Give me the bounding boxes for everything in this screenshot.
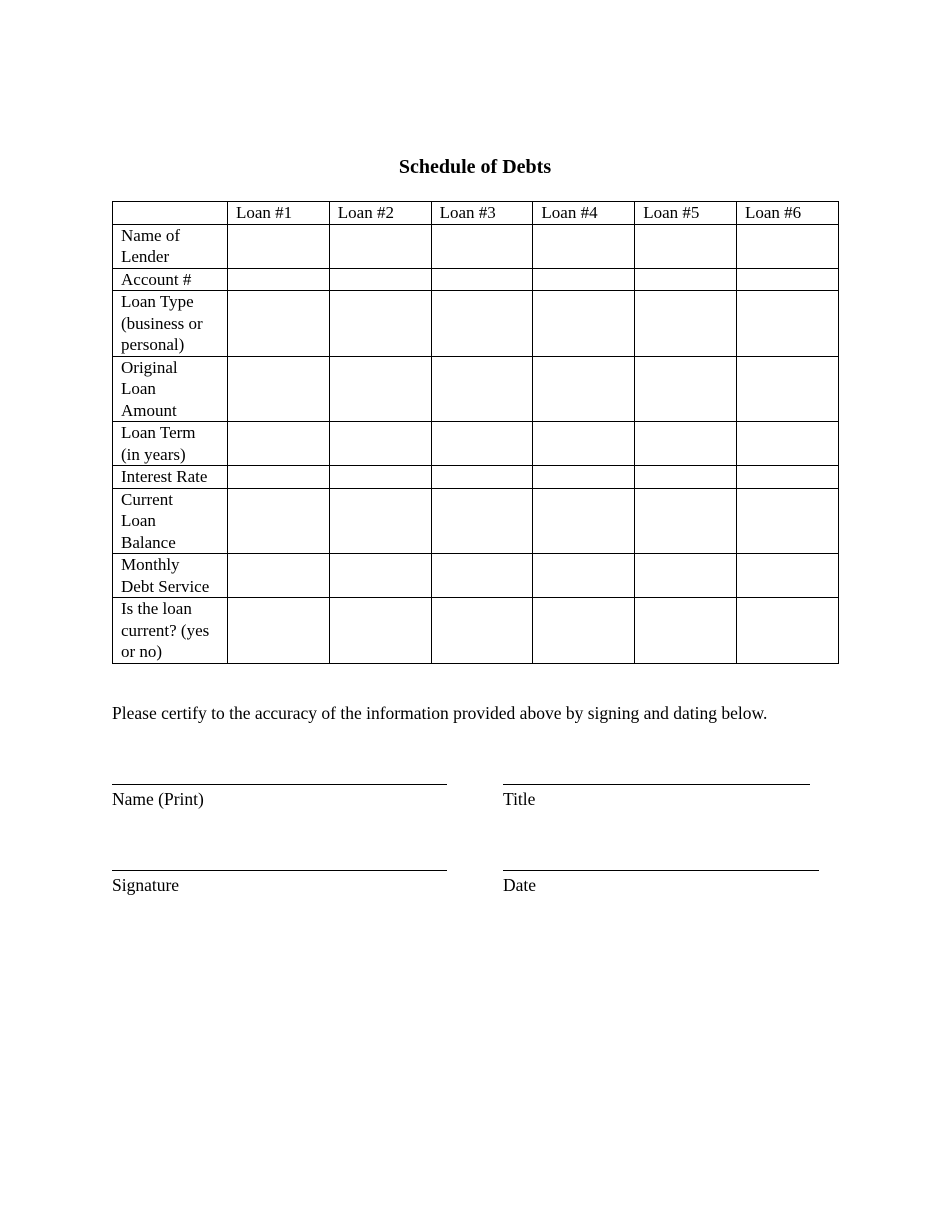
table-cell[interactable]	[329, 554, 431, 598]
table-cell[interactable]	[635, 466, 737, 489]
table-cell[interactable]	[431, 554, 533, 598]
table-cell[interactable]	[533, 422, 635, 466]
table-header-row	[113, 202, 839, 225]
table-cell[interactable]	[736, 554, 838, 598]
table-cell[interactable]	[431, 598, 533, 664]
name-print-label: Name (Print)	[112, 789, 204, 809]
table-cell[interactable]	[431, 224, 533, 268]
table-cell[interactable]	[431, 268, 533, 291]
table-cell[interactable]	[533, 466, 635, 489]
table-row	[113, 422, 839, 466]
table-cell[interactable]	[228, 224, 330, 268]
page-title: Schedule of Debts	[398, 156, 552, 178]
table-cell[interactable]	[736, 356, 838, 422]
table-cell[interactable]	[635, 554, 737, 598]
table-cell[interactable]	[533, 268, 635, 291]
certification-statement: Please certify to the accuracy of the information provided above by signing and dating below.	[112, 703, 768, 723]
table-cell[interactable]	[431, 291, 533, 357]
table-cell[interactable]	[329, 598, 431, 664]
table-cell[interactable]	[635, 268, 737, 291]
table-cell[interactable]	[635, 224, 737, 268]
table-cell[interactable]	[431, 466, 533, 489]
table-cell[interactable]	[533, 224, 635, 268]
row-label: Interest Rate	[113, 466, 228, 489]
signature-label: Signature	[112, 875, 180, 895]
table-cell[interactable]	[736, 422, 838, 466]
table-header-cell: Loan #6	[736, 202, 838, 225]
row-label: Account #	[113, 268, 228, 291]
signature-line[interactable]	[112, 870, 447, 871]
table-cell[interactable]	[228, 598, 330, 664]
table-row	[113, 356, 839, 422]
table-cell[interactable]	[736, 598, 838, 664]
title-label: Title	[503, 789, 536, 809]
table-cell[interactable]	[533, 554, 635, 598]
table-row	[113, 224, 839, 268]
table-cell[interactable]	[431, 422, 533, 466]
table-cell[interactable]	[228, 554, 330, 598]
table-cell[interactable]	[736, 224, 838, 268]
row-label: Is the loan current? (yes or no)	[113, 598, 228, 664]
table-row	[113, 291, 839, 357]
table-cell[interactable]	[228, 268, 330, 291]
debts-table	[112, 201, 839, 664]
table-cell[interactable]	[329, 224, 431, 268]
table-cell[interactable]	[228, 291, 330, 357]
table-cell[interactable]	[228, 356, 330, 422]
table-header-cell: Loan #1	[228, 202, 330, 225]
table-header-cell: Loan #5	[635, 202, 737, 225]
table-cell[interactable]	[736, 268, 838, 291]
title-line[interactable]	[503, 784, 810, 785]
table-row	[113, 554, 839, 598]
table-cell[interactable]	[228, 422, 330, 466]
table-cell[interactable]	[533, 598, 635, 664]
table-cell[interactable]	[533, 291, 635, 357]
table-row	[113, 268, 839, 291]
table-cell[interactable]	[329, 291, 431, 357]
table-header-cell: Loan #3	[431, 202, 533, 225]
table-row	[113, 488, 839, 554]
table-cell[interactable]	[533, 488, 635, 554]
row-label: Loan Type (business or personal)	[113, 291, 228, 357]
row-label: Current Loan Balance	[113, 488, 228, 554]
table-cell[interactable]	[431, 356, 533, 422]
table-cell[interactable]	[533, 356, 635, 422]
table-cell[interactable]	[228, 466, 330, 489]
row-label: Monthly Debt Service	[113, 554, 228, 598]
table-header-cell	[113, 202, 228, 225]
table-cell[interactable]	[431, 488, 533, 554]
name-print-line[interactable]	[112, 784, 447, 785]
table-cell[interactable]	[635, 291, 737, 357]
table-row	[113, 598, 839, 664]
table-cell[interactable]	[635, 422, 737, 466]
table-cell[interactable]	[635, 598, 737, 664]
table-cell[interactable]	[329, 466, 431, 489]
date-line[interactable]	[503, 870, 819, 871]
row-label: Name of Lender	[113, 224, 228, 268]
table-cell[interactable]	[736, 466, 838, 489]
table-cell[interactable]	[329, 268, 431, 291]
table-cell[interactable]	[736, 488, 838, 554]
row-label: Original Loan Amount	[113, 356, 228, 422]
date-label: Date	[503, 875, 537, 895]
table-cell[interactable]	[635, 488, 737, 554]
table-cell[interactable]	[635, 356, 737, 422]
row-label: Loan Term (in years)	[113, 422, 228, 466]
table-header-cell: Loan #4	[533, 202, 635, 225]
table-cell[interactable]	[329, 356, 431, 422]
table-cell[interactable]	[228, 488, 330, 554]
table-cell[interactable]	[329, 422, 431, 466]
table-cell[interactable]	[329, 488, 431, 554]
table-row	[113, 466, 839, 489]
table-cell[interactable]	[736, 291, 838, 357]
table-header-cell: Loan #2	[329, 202, 431, 225]
